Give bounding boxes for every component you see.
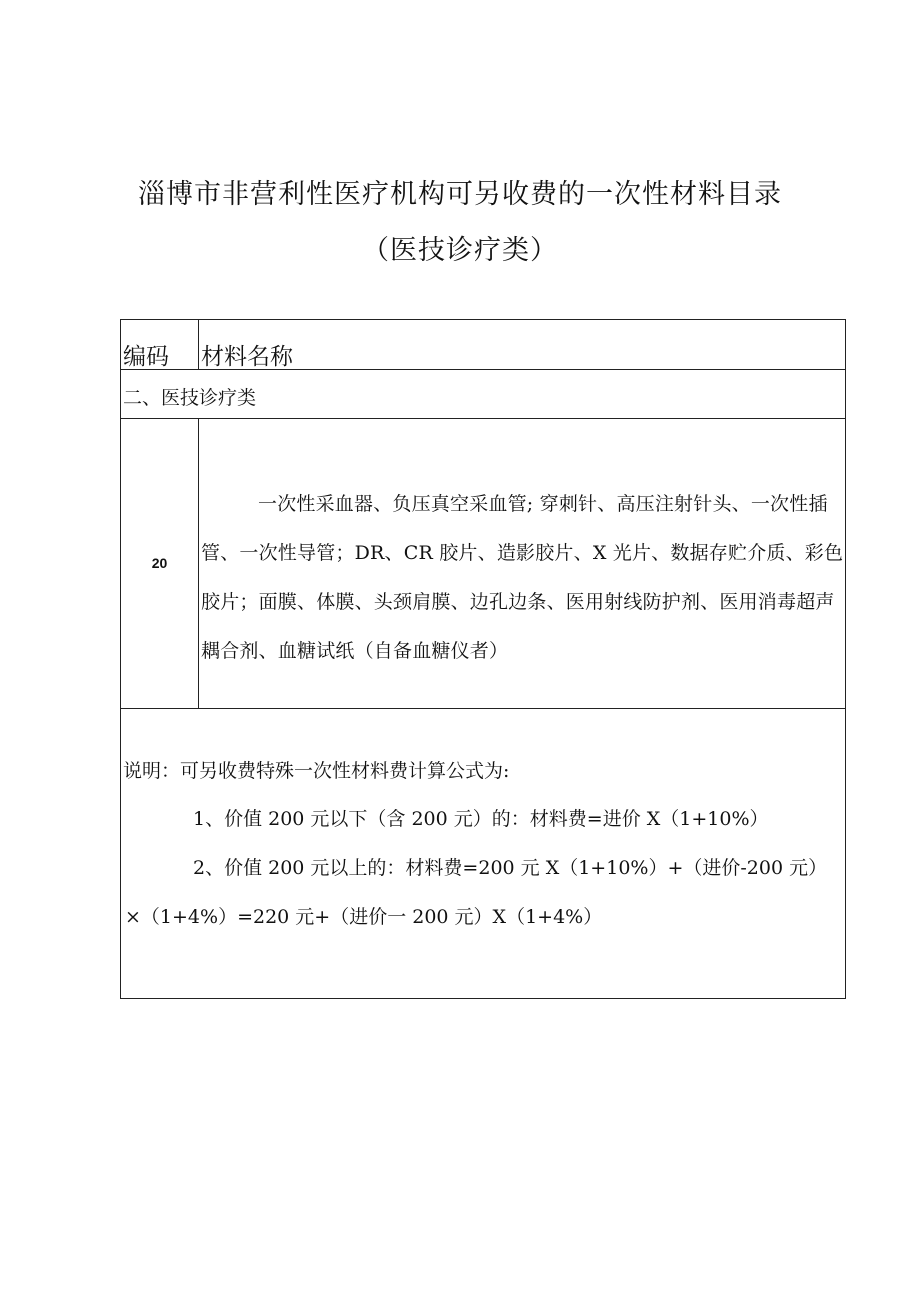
column-divider-row: [198, 418, 199, 708]
category-label: 二、医技诊疗类: [123, 387, 257, 409]
document-title: 淄博市非营利性医疗机构可另收费的一次性材料目录: [138, 179, 782, 210]
column-header-name: 材料名称: [201, 344, 293, 370]
row-divider: [121, 708, 845, 709]
note-line-2: 2、价值 200 元以上的：材料费=200 元 X（1+10%）+（进价-200 元）: [193, 857, 828, 879]
column-divider-header: [198, 320, 199, 369]
document-subtitle: （医技诊疗类）: [362, 235, 558, 266]
row-description: 一次性采血器、负压真空采血管; 穿刺针、高压注射针头、一次性插管、一次性导管；DR、CR 胶片、造影胶片、X 光片、数据存贮介质、彩色胶片；面膜、体膜、头颈肩膜、边孔边条、医用射线防护剂、医用消毒超声耦合剂、血糖试纸（自备血糖仪者）: [201, 493, 844, 662]
row-code: 20: [151, 555, 168, 571]
note-line-1: 1、价值 200 元以下（含 200 元）的：材料费=进价 X（1+10%）: [193, 808, 769, 830]
column-header-code: 编码: [123, 344, 169, 370]
category-divider: [121, 418, 845, 419]
materials-table: [120, 319, 846, 999]
note-line-3: ×（1+4%）=220 元+（进价一 200 元）X（1+4%）: [125, 906, 603, 928]
notes-heading: 说明：可另收费特殊一次性材料费计算公式为:: [123, 760, 510, 782]
